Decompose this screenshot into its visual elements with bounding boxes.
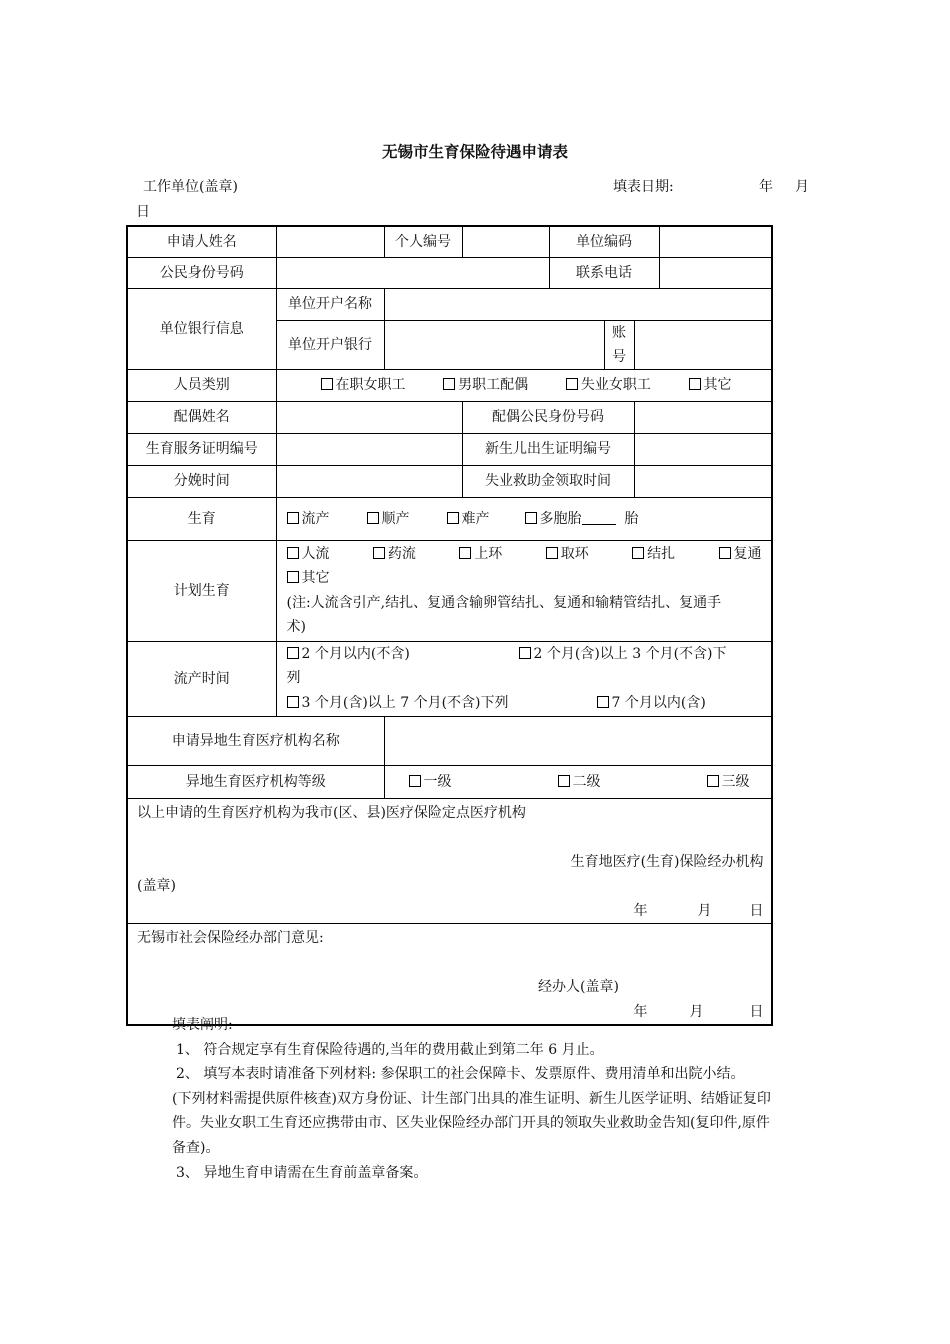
- spouse-id-field[interactable]: [634, 401, 772, 433]
- birth-label: 生育: [127, 497, 276, 540]
- birth-options: [276, 497, 772, 540]
- row-person-type: [127, 369, 772, 401]
- person-type-options: [276, 369, 772, 401]
- spouse-name-field[interactable]: [276, 401, 462, 433]
- option-3-to-7-months[interactable]: 3 个月(含)以上 7 个月(不含)下列: [287, 691, 597, 716]
- checkbox-icon: [447, 512, 459, 524]
- application-form-table: [126, 225, 773, 1026]
- note-3: 3、 异地生育申请需在生育前盖章备案。: [176, 1164, 428, 1181]
- checkbox-icon: [287, 512, 299, 524]
- form-notes: [172, 1013, 808, 1185]
- newborn-cert-field[interactable]: [634, 433, 772, 465]
- personal-no-field[interactable]: [462, 226, 549, 257]
- spouse-id-label: 配偶公民身份号码: [462, 401, 634, 433]
- row-applicant: [127, 226, 772, 257]
- checkbox-icon: [719, 547, 731, 559]
- phone-label: 联系电话: [549, 257, 659, 288]
- unit-code-label: 单位编码: [549, 226, 659, 257]
- option-within-7-months[interactable]: 7 个月以内(含): [597, 691, 706, 716]
- row-spouse: [127, 401, 772, 433]
- checkbox-icon: [459, 547, 471, 559]
- checkbox-icon: [443, 378, 455, 390]
- option-employed-female[interactable]: 在职女职工: [321, 373, 406, 397]
- option-iud-remove[interactable]: 取环: [546, 542, 589, 567]
- checkbox-icon: [689, 378, 701, 390]
- row-delivery-time: [127, 465, 772, 497]
- option-abortion[interactable]: 流产: [287, 507, 367, 531]
- person-type-label: 人员类别: [127, 369, 276, 401]
- handler-seal: 经办人(盖章): [538, 979, 619, 995]
- abortion-time-label: 流产时间: [127, 641, 276, 716]
- row-abortion-time: [127, 641, 772, 716]
- option-level-1[interactable]: 一级: [409, 770, 452, 794]
- checkbox-icon: [321, 378, 333, 390]
- option-level-2[interactable]: 二级: [558, 770, 601, 794]
- opinion-date: 年 月 日: [633, 1003, 764, 1020]
- account-bank-field[interactable]: [384, 320, 604, 369]
- fill-date-label: 填表日期:: [613, 179, 674, 195]
- checkbox-icon: [367, 512, 379, 524]
- family-planning-note-cont: 术): [286, 619, 306, 635]
- checkbox-icon: [409, 775, 421, 787]
- account-bank-label: 单位开户银行: [276, 320, 384, 369]
- row-birth: [127, 497, 772, 540]
- abortion-time-wrap: 列: [286, 670, 301, 687]
- fill-date-month: 月: [795, 179, 809, 195]
- option-2-to-3-months[interactable]: 2 个月(含)以上 3 个月(不含)下: [519, 642, 727, 667]
- page-title: 无锡市生育保险待遇申请表: [381, 143, 568, 161]
- opinion-label: 无锡市社会保险经办部门意见:: [137, 930, 324, 946]
- row-account-name: [127, 288, 772, 320]
- checkbox-icon: [597, 696, 609, 708]
- row-remote-institution: [127, 716, 772, 765]
- option-medical-abortion[interactable]: 药流: [373, 542, 416, 567]
- option-ligation[interactable]: 结扎: [632, 542, 675, 567]
- option-male-spouse[interactable]: 男职工配偶: [443, 373, 528, 397]
- checkbox-icon: [287, 696, 299, 708]
- option-iud-insert[interactable]: 上环: [459, 542, 502, 567]
- checkbox-icon: [287, 547, 299, 559]
- row-family-planning: [127, 540, 772, 641]
- agency-name: 生育地医疗(生育)保险经办机构: [570, 853, 764, 870]
- account-no-label: 账号: [604, 320, 634, 369]
- citizen-id-field[interactable]: [276, 257, 549, 288]
- option-level-3[interactable]: 三级: [707, 770, 750, 794]
- fetus-count-blank[interactable]: [582, 510, 616, 525]
- account-name-field[interactable]: [384, 288, 772, 320]
- note-2-cont-2: 件。失业女职工生育还应携带由市、区失业保险经办部门开具的领取失业救助金告知(复印件,原件: [172, 1115, 770, 1132]
- remote-institution-label: 申请异地生育医疗机构名称: [127, 716, 384, 765]
- row-certificates: [127, 433, 772, 465]
- fill-date-day: 日: [136, 204, 150, 220]
- bank-info-label: 单位银行信息: [127, 288, 276, 369]
- spouse-name-label: 配偶姓名: [127, 401, 276, 433]
- option-natural-birth[interactable]: 顺产: [367, 507, 447, 531]
- option-unemployed-female[interactable]: 失业女职工: [566, 373, 651, 397]
- option-planning-other[interactable]: 其它: [287, 570, 330, 586]
- note-2-cont-3: 备查)。: [172, 1139, 220, 1156]
- fill-date-year: 年: [759, 179, 773, 195]
- option-induced-abortion[interactable]: 人流: [287, 542, 330, 567]
- family-planning-label: 计划生育: [127, 540, 276, 641]
- account-no-field[interactable]: [634, 320, 772, 369]
- delivery-time-field[interactable]: [276, 465, 462, 497]
- family-planning-options: [276, 540, 772, 641]
- option-recanalization[interactable]: 复通: [719, 542, 762, 567]
- remote-institution-field[interactable]: [384, 716, 772, 765]
- approval-statement: 以上申请的生育医疗机构为我市(区、县)医疗保险定点医疗机构: [137, 804, 526, 821]
- agency-approval-cell[interactable]: [127, 798, 772, 924]
- institution-level-label: 异地生育医疗机构等级: [127, 765, 384, 798]
- abortion-time-options: [276, 641, 772, 716]
- row-institution-level: [127, 765, 772, 798]
- checkbox-icon: [566, 378, 578, 390]
- employer-label: 工作单位(盖章): [143, 179, 238, 195]
- citizen-id-label: 公民身份号码: [127, 257, 276, 288]
- note-2-cont-1: (下列材料需提供原件核查)双方身份证、计生部门出具的准生证明、新生儿医学证明、结婚证复印: [172, 1090, 771, 1107]
- checkbox-icon: [287, 571, 299, 583]
- checkbox-icon: [373, 547, 385, 559]
- unit-code-field[interactable]: [659, 226, 772, 257]
- applicant-name-label: 申请人姓名: [127, 226, 276, 257]
- checkbox-icon: [546, 547, 558, 559]
- checkbox-icon: [632, 547, 644, 559]
- birth-cert-field[interactable]: [276, 433, 462, 465]
- institution-level-options: [384, 765, 772, 798]
- notes-heading: 填表阐明:: [172, 1017, 233, 1033]
- row-agency-approval: [127, 798, 772, 924]
- checkbox-icon: [525, 512, 537, 524]
- checkbox-icon: [558, 775, 570, 787]
- option-multiple-birth[interactable]: 多胞胎 胎: [525, 507, 639, 531]
- checkbox-icon: [519, 647, 531, 659]
- unemployment-aid-time-label: 失业救助金领取时间: [462, 465, 634, 497]
- birth-cert-label: 生育服务证明编号: [127, 433, 276, 465]
- option-difficult-birth[interactable]: 难产: [447, 507, 525, 531]
- social-insurance-opinion-cell[interactable]: [127, 924, 772, 1026]
- account-name-label: 单位开户名称: [276, 288, 384, 320]
- phone-field[interactable]: [659, 257, 772, 288]
- checkbox-icon: [707, 775, 719, 787]
- option-under-2-months[interactable]: 2 个月以内(不含): [287, 642, 519, 667]
- agency-date: 年 月 日: [633, 902, 764, 919]
- applicant-name-field[interactable]: [276, 226, 384, 257]
- option-other[interactable]: 其它: [689, 373, 732, 397]
- family-planning-note: (注:人流含引产,结扎、复通含输卵管结扎、复通和输精管结扎、复通手: [286, 594, 722, 611]
- row-citizen-id: [127, 257, 772, 288]
- note-2: 2、 填写本表时请准备下列材料: 参保职工的社会保障卡、发票原件、费用清单和出院小结。: [176, 1066, 745, 1083]
- personal-no-label: 个人编号: [384, 226, 462, 257]
- unemployment-aid-time-field[interactable]: [634, 465, 772, 497]
- delivery-time-label: 分娩时间: [127, 465, 276, 497]
- row-social-insurance-opinion: [127, 924, 772, 1026]
- newborn-cert-label: 新生儿出生证明编号: [462, 433, 634, 465]
- note-1: 1、 符合规定享有生育保险待遇的,当年的费用截止到第二年 6 月止。: [176, 1041, 604, 1058]
- checkbox-icon: [287, 647, 299, 659]
- agency-seal: (盖章): [137, 878, 176, 894]
